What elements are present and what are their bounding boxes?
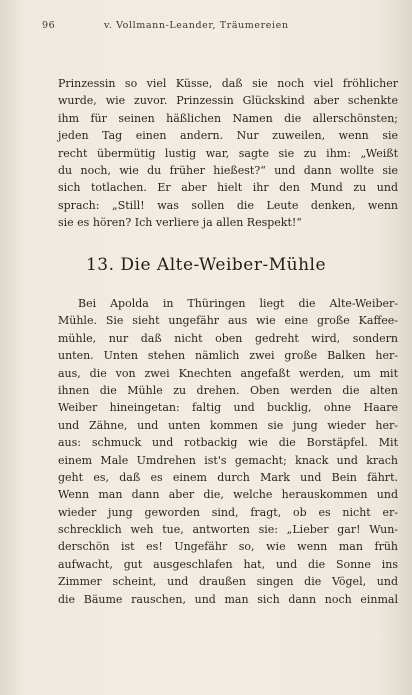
text-line: mühle, nur daß nicht oben gedreht wird, sondern [58,331,398,345]
text-line: geht es, daß es einem durch Mark und Bein fährt. [58,470,398,484]
text-line: ihnen die Mühle zu drehen. Oben werden die alten [58,383,398,397]
text-line: aus: schmuck und rotbackig wie die Borstäpfel. Mit [58,436,398,450]
paragraph-2 [58,295,398,608]
text-line: sprach: „Still! was sollen die Leute denken, wenn [58,198,398,212]
text-line: Weiber hineingetan: faltig und bucklig, ohne Haare [58,401,398,415]
text-line: wurde, wie zuvor. Prinzessin Glückskind aber schenkte [58,94,398,108]
chapter-title: 13. Die Alte-Weiber-Mühle [85,255,327,275]
text-line: jeden Tag einen andern. Nur zuweilen, wenn sie [58,129,398,143]
text-line: schrecklich weh tue, antworten sie: „Lieber gar! Wun- [58,523,398,537]
text-line: du noch, wie du früher hießest?“ und dann wollte sie [58,163,398,177]
paragraph-1 [58,75,398,232]
text-line: und Zähne, und unten kommen sie jung wieder her- [58,418,398,432]
text-line: derschön ist es! Ungefähr so, wie wenn man früh [58,540,398,554]
text-line: sich totlachen. Er aber hielt ihr den Mund zu und [58,181,398,195]
text-line: Zimmer scheint, und draußen singen die Vögel, und [58,575,398,589]
text-line: unten. Unten stehen nämlich zwei große Balken her- [58,349,398,363]
text-line: Bei Apolda in Thüringen liegt die Alte-Weiber- [78,297,398,310]
text-line: wieder jung geworden sind, fragt, ob es nicht er- [58,505,398,519]
text-line: aus, die von zwei Knechten angefaßt werden, um mit [58,366,398,380]
text-line: die Bäume rauschen, und man sich dann noch einmal [58,592,398,606]
text-line: recht übermütig lustig war, sagte sie zu ihm: „Weißt [58,146,398,160]
text-line: ihm für seinen häßlichen Namen die allerschönsten; [58,111,398,125]
running-head: v. Vollmann-Leander, Träumereien [104,20,289,31]
text-line: Mühle. Sie sieht ungefähr aus wie eine große Kaffee- [58,314,398,328]
text-line: aufwacht, gut ausgeschlafen hat, und die Sonne ins [58,557,398,571]
text-line: sie es hören? Ich verliere ja allen Respekt!“ [58,216,302,230]
page-number: 96 [42,20,56,31]
text-line: Prinzessin so viel Küsse, daß sie noch viel fröhlicher [58,77,398,90]
page-header [42,20,380,36]
text-line: einem Male Umdrehen ist's gemacht; knack und krach [58,453,398,467]
text-line: Wenn man dann aber die, welche herauskommen und [58,488,398,502]
